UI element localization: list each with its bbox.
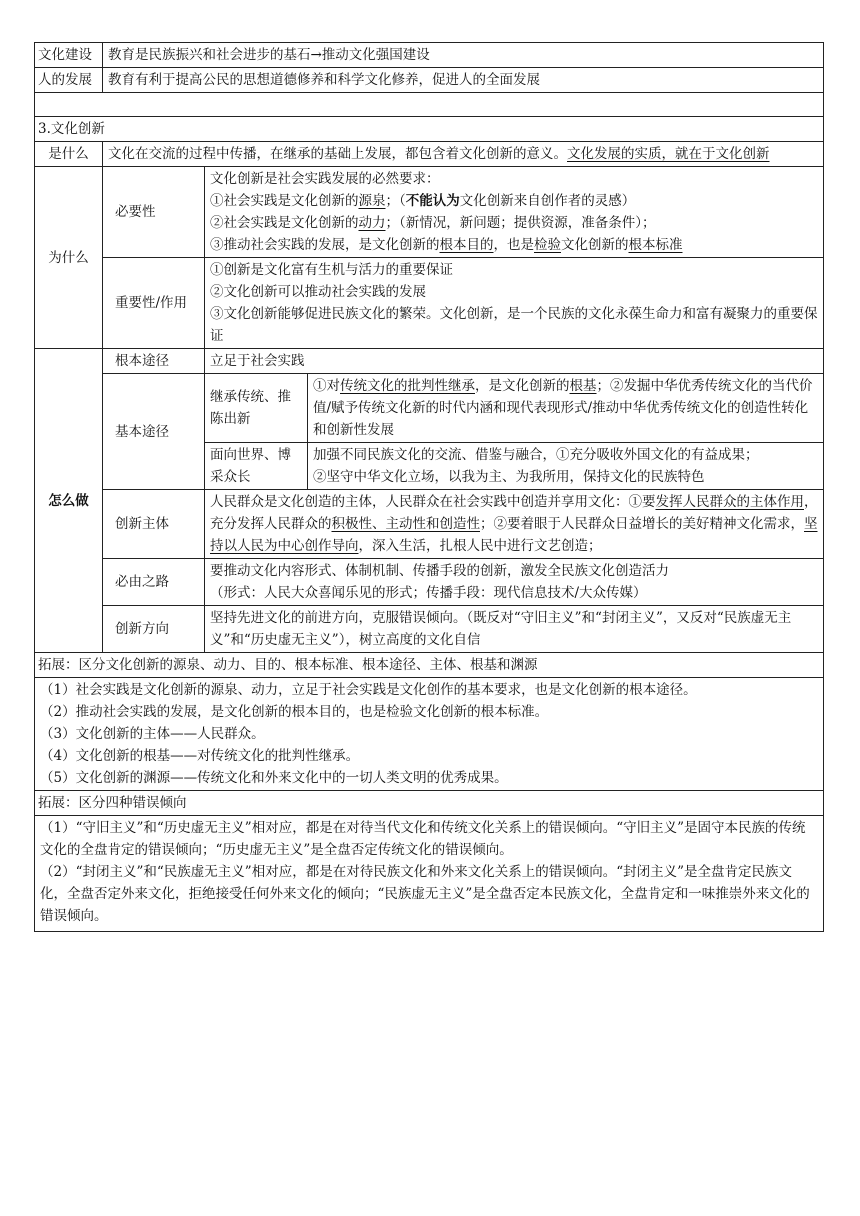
section-title: 3.文化创新 <box>35 117 824 142</box>
ext1-items <box>35 678 824 791</box>
row-ext2-title <box>35 791 824 816</box>
must-path-line-2: （形式：人民大众喜闻乐见的形式；传播手段：现代信息技术/大众传媒） <box>210 585 647 601</box>
necessity-line-1: 文化创新是社会实践发展的必然要求： <box>210 171 440 187</box>
subject-t-u2: 积极性、主动性和创造性 <box>331 516 480 532</box>
label-subject: 创新主体 <box>103 490 205 559</box>
importance-line-3: ③文化创新能够促进民族文化的繁荣。文化创新，是一个民族的文化永葆生命力和富有凝聚力的重要保证 <box>210 306 818 344</box>
necessity-line-3 <box>210 212 818 234</box>
necessity-l3-u: 动力 <box>358 215 386 231</box>
text-world <box>308 443 824 490</box>
world-line-1: 加强不同民族文化的交流、借鉴与融合，①充分吸收外国文化的有益成果； <box>313 447 759 463</box>
subject-t-c: ；②要着眼于人民群众日益增长的美好精神文化需求， <box>480 516 804 532</box>
label-must-path: 必由之路 <box>103 559 205 606</box>
row-ext1-title <box>35 653 824 678</box>
row-ext2-body <box>35 816 824 932</box>
text-root-path: 立足于社会实践 <box>205 349 824 374</box>
row-why-importance <box>35 258 824 349</box>
blank-cell <box>35 93 824 117</box>
ext1-item: （3）文化创新的主体——人民群众。 <box>40 726 265 742</box>
necessity-line-4 <box>210 234 818 256</box>
label-human-development: 人的发展 <box>35 68 103 93</box>
row-ext1-items <box>35 678 824 791</box>
label-necessity: 必要性 <box>103 167 205 258</box>
necessity-l4-a: ③推动社会实践的发展，是文化创新的 <box>210 237 440 253</box>
label-importance: 重要性/作用 <box>103 258 205 349</box>
label-why: 为什么 <box>35 167 103 349</box>
necessity-l2-c: 文化创新来自创作者的灵感） <box>459 193 636 209</box>
ext2-body <box>35 816 824 932</box>
ext1-item: （5）文化创新的渊源——传统文化和外来文化中的一切人类文明的优秀成果。 <box>40 770 508 786</box>
must-path-line-1: 要推动文化内容形式、体制机制、传播手段的创新，激发全民族文化创造活力 <box>210 563 669 579</box>
row-human-development <box>35 68 824 93</box>
ext1-title: 拓展：区分文化创新的源泉、动力、目的、根本标准、根本途径、主体、根基和渊源 <box>35 653 824 678</box>
label-basic-path: 基本途径 <box>103 374 205 490</box>
text-importance <box>205 258 824 349</box>
label-root-path: 根本途径 <box>103 349 205 374</box>
inherit-t-c: ；②发掘中华优秀传统文化的当代价值/赋予传统文化新的时代内涵和现代表现形式/推动中华优秀传统文化的创造性转化和创新性发展 <box>313 378 813 438</box>
necessity-l4-u3: 根本标准 <box>628 237 683 253</box>
label-what: 是什么 <box>35 142 103 167</box>
text-what <box>103 142 824 167</box>
notes-table <box>34 42 824 932</box>
ext2-title: 拓展：区分四种错误倾向 <box>35 791 824 816</box>
label-how: 怎么做 <box>35 349 103 653</box>
text-culture-building: 教育是民族振兴和社会进步的基石→推动文化强国建设 <box>103 43 824 68</box>
row-what <box>35 142 824 167</box>
text-necessity <box>205 167 824 258</box>
row-how-subject <box>35 490 824 559</box>
label-inherit: 继承传统、推陈出新 <box>205 374 308 443</box>
necessity-line-2 <box>210 190 818 212</box>
necessity-l4-u1: 根本目的 <box>439 237 494 253</box>
text-subject <box>205 490 824 559</box>
label-direction: 创新方向 <box>103 606 205 653</box>
row-culture-building <box>35 43 824 68</box>
ext2-paragraph-2: （2）“封闭主义”和“民族虚无主义”相对应，都是在对待民族文化和外来文化关系上的错误倾向。“封闭主义”是全盘肯定民族文化，全盘否定外来文化，拒绝接受任何外来文化的倾向；“民族虚无主义”是全盘否定本民族文化，全盘肯定和一味推崇外来文化的错误倾向。 <box>40 864 810 924</box>
row-how-must-path <box>35 559 824 606</box>
row-how-root-path <box>35 349 824 374</box>
necessity-l2-b: ；（ <box>385 193 406 209</box>
importance-line-2: ②文化创新可以推动社会实践的发展 <box>210 284 426 300</box>
text-human-development: 教育有利于提高公民的思想道德修养和科学文化修养，促进人的全面发展 <box>103 68 824 93</box>
ext1-item: （2）推动社会实践的发展，是文化创新的根本目的，也是检验文化创新的根本标准。 <box>40 704 549 720</box>
ext2-paragraph-1: （1）“守旧主义”和“历史虚无主义”相对应，都是在对待当代文化和传统文化关系上的错误倾向。“守旧主义”是固守本民族的传统文化的全盘肯定的错误倾向；“历史虚无主义”是全盘否定传统文化的错误倾向。 <box>40 820 806 858</box>
label-world: 面向世界、博采众长 <box>205 443 308 490</box>
subject-t-u3: 坚持以人民为中心创作导向 <box>210 516 818 554</box>
necessity-l2-bold: 不能认为 <box>405 193 460 209</box>
inherit-t-u2: 根基 <box>569 378 597 394</box>
row-how-basic-inherit <box>35 374 824 443</box>
subject-t-d: ，深入生活，扎根人民中进行文艺创造； <box>358 538 602 554</box>
world-line-2: ②坚守中华文化立场，以我为主、为我所用，保持文化的民族特色 <box>313 469 705 485</box>
inherit-t-u1: 传统文化的批判性继承 <box>340 378 475 394</box>
subject-t-u1: 发挥人民群众的主体作用 <box>655 494 804 510</box>
row-why-necessity <box>35 167 824 258</box>
text-must-path <box>205 559 824 606</box>
inherit-t-b: ，是文化创新的 <box>475 378 570 394</box>
what-text-underlined: 文化发展的实质，就在于文化创新 <box>567 146 770 162</box>
necessity-l2-a: ①社会实践是文化创新的 <box>210 193 359 209</box>
ext1-item: （4）文化创新的根基——对传统文化的批判性继承。 <box>40 748 360 764</box>
row-section-title <box>35 117 824 142</box>
text-direction: 坚持先进文化的前进方向，克服错误倾向。（既反对“守旧主义”和“封闭主义”，又反对“民族虚无主义”和“历史虚无主义”），树立高度的文化自信 <box>205 606 824 653</box>
subject-t-a: 人民群众是文化创造的主体，人民群众在社会实践中创造并享用文化：①要 <box>210 494 656 510</box>
subject-t-b: ，充分发挥人民群众的 <box>210 494 818 532</box>
necessity-l4-c: 文化创新的 <box>561 237 629 253</box>
document-sheet <box>34 42 823 932</box>
necessity-l3-a: ②社会实践是文化创新的 <box>210 215 359 231</box>
row-blank <box>35 93 824 117</box>
label-culture-building: 文化建设 <box>35 43 103 68</box>
what-text-plain: 文化在交流的过程中传播，在继承的基础上发展，都包含着文化创新的意义。 <box>108 146 567 162</box>
necessity-l4-u2: 检验 <box>534 237 561 253</box>
necessity-l2-u: 源泉 <box>358 193 386 209</box>
necessity-l4-b: ，也是 <box>493 237 534 253</box>
inherit-t-a: ①对 <box>313 378 340 394</box>
necessity-l3-b: ；（新情况，新问题；提供资源，准备条件）； <box>385 215 656 231</box>
importance-line-1: ①创新是文化富有生机与活力的重要保证 <box>210 262 453 278</box>
row-how-direction <box>35 606 824 653</box>
text-inherit <box>308 374 824 443</box>
ext1-item: （1）社会实践是文化创新的源泉、动力，立足于社会实践是文化创作的基本要求，也是文化创新的根本途径。 <box>40 682 697 698</box>
